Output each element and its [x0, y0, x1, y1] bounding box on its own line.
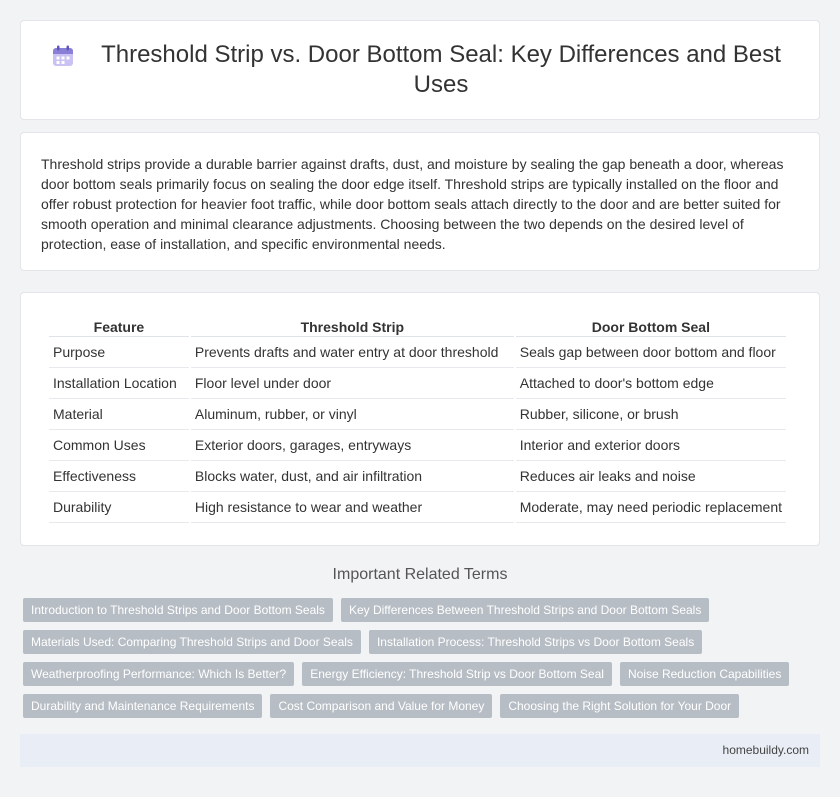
related-tag-durability[interactable]: Durability and Maintenance Requirements — [23, 694, 262, 718]
table-row — [49, 368, 786, 399]
intro-card — [20, 132, 820, 271]
cell-feature: Installation Location — [49, 368, 189, 399]
related-tag-cost-comparison[interactable]: Cost Comparison and Value for Money — [270, 694, 492, 718]
related-tag-installation[interactable]: Installation Process: Threshold Strips vs Door Bottom Seals — [369, 630, 702, 654]
cell-threshold-strip: High resistance to wear and weather — [191, 492, 514, 523]
related-tag-choosing-solution[interactable]: Choosing the Right Solution for Your Door — [500, 694, 739, 718]
cell-door-bottom-seal: Seals gap between door bottom and floor — [516, 337, 786, 368]
related-tag-noise-reduction[interactable]: Noise Reduction Capabilities — [620, 662, 789, 686]
table-row — [49, 399, 786, 430]
cell-door-bottom-seal: Attached to door's bottom edge — [516, 368, 786, 399]
cell-feature: Purpose — [49, 337, 189, 368]
cell-door-bottom-seal: Interior and exterior doors — [516, 430, 786, 461]
footer-site-name: homebuildy.com — [722, 743, 809, 757]
cell-threshold-strip: Prevents drafts and water entry at door threshold — [191, 337, 514, 368]
cell-threshold-strip: Exterior doors, garages, entryways — [191, 430, 514, 461]
cell-feature: Material — [49, 399, 189, 430]
page-title: Threshold Strip vs. Door Bottom Seal: Key Differences and Best Uses — [101, 41, 781, 98]
cell-door-bottom-seal: Rubber, silicone, or brush — [516, 399, 786, 430]
related-tag-introduction[interactable]: Introduction to Threshold Strips and Door Bottom Seals — [23, 598, 333, 622]
cell-threshold-strip: Floor level under door — [191, 368, 514, 399]
comparison-table — [47, 313, 788, 523]
cell-feature: Durability — [49, 492, 189, 523]
intro-paragraph: Threshold strips provide a durable barrier against drafts, dust, and moisture by sealing the gap beneath a door, whereas door bottom seals primarily focus on sealing the door edge itself. Threshold strips are typically installed on the floor and offer robust protection for heavier foot traffic, while door bottom seals attach directly to the door and are better suited for smooth operation and minimal clearance adjustments. Choosing between the two depends on the desired level of protection, ease of installation, and specific environmental needs. — [41, 156, 784, 252]
title-wrap — [51, 40, 789, 100]
cell-feature: Effectiveness — [49, 461, 189, 492]
related-tag-energy-efficiency[interactable]: Energy Efficiency: Threshold Strip vs Door Bottom Seal — [302, 662, 612, 686]
related-terms-title: Important Related Terms — [332, 566, 508, 583]
comparison-table-card — [20, 292, 820, 546]
related-terms-tags — [23, 598, 823, 726]
header-door-bottom-seal: Door Bottom Seal — [516, 313, 786, 337]
title-card — [20, 20, 820, 120]
header-threshold-strip: Threshold Strip — [191, 313, 514, 337]
footer — [20, 734, 820, 767]
cell-feature: Common Uses — [49, 430, 189, 461]
related-tag-key-differences[interactable]: Key Differences Between Threshold Strips and Door Bottom Seals — [341, 598, 709, 622]
header-feature: Feature — [49, 313, 189, 337]
cell-threshold-strip: Aluminum, rubber, or vinyl — [191, 399, 514, 430]
cell-door-bottom-seal: Reduces air leaks and noise — [516, 461, 786, 492]
cell-door-bottom-seal: Moderate, may need periodic replacement — [516, 492, 786, 523]
cell-threshold-strip: Blocks water, dust, and air infiltration — [191, 461, 514, 492]
related-tag-materials[interactable]: Materials Used: Comparing Threshold Strips and Door Seals — [23, 630, 361, 654]
table-header-row — [49, 313, 786, 337]
related-tag-weatherproofing[interactable]: Weatherproofing Performance: Which Is Better? — [23, 662, 294, 686]
calendar-icon — [51, 44, 75, 68]
table-row — [49, 430, 786, 461]
table-row — [49, 461, 786, 492]
table-row — [49, 492, 786, 523]
table-row — [49, 337, 786, 368]
